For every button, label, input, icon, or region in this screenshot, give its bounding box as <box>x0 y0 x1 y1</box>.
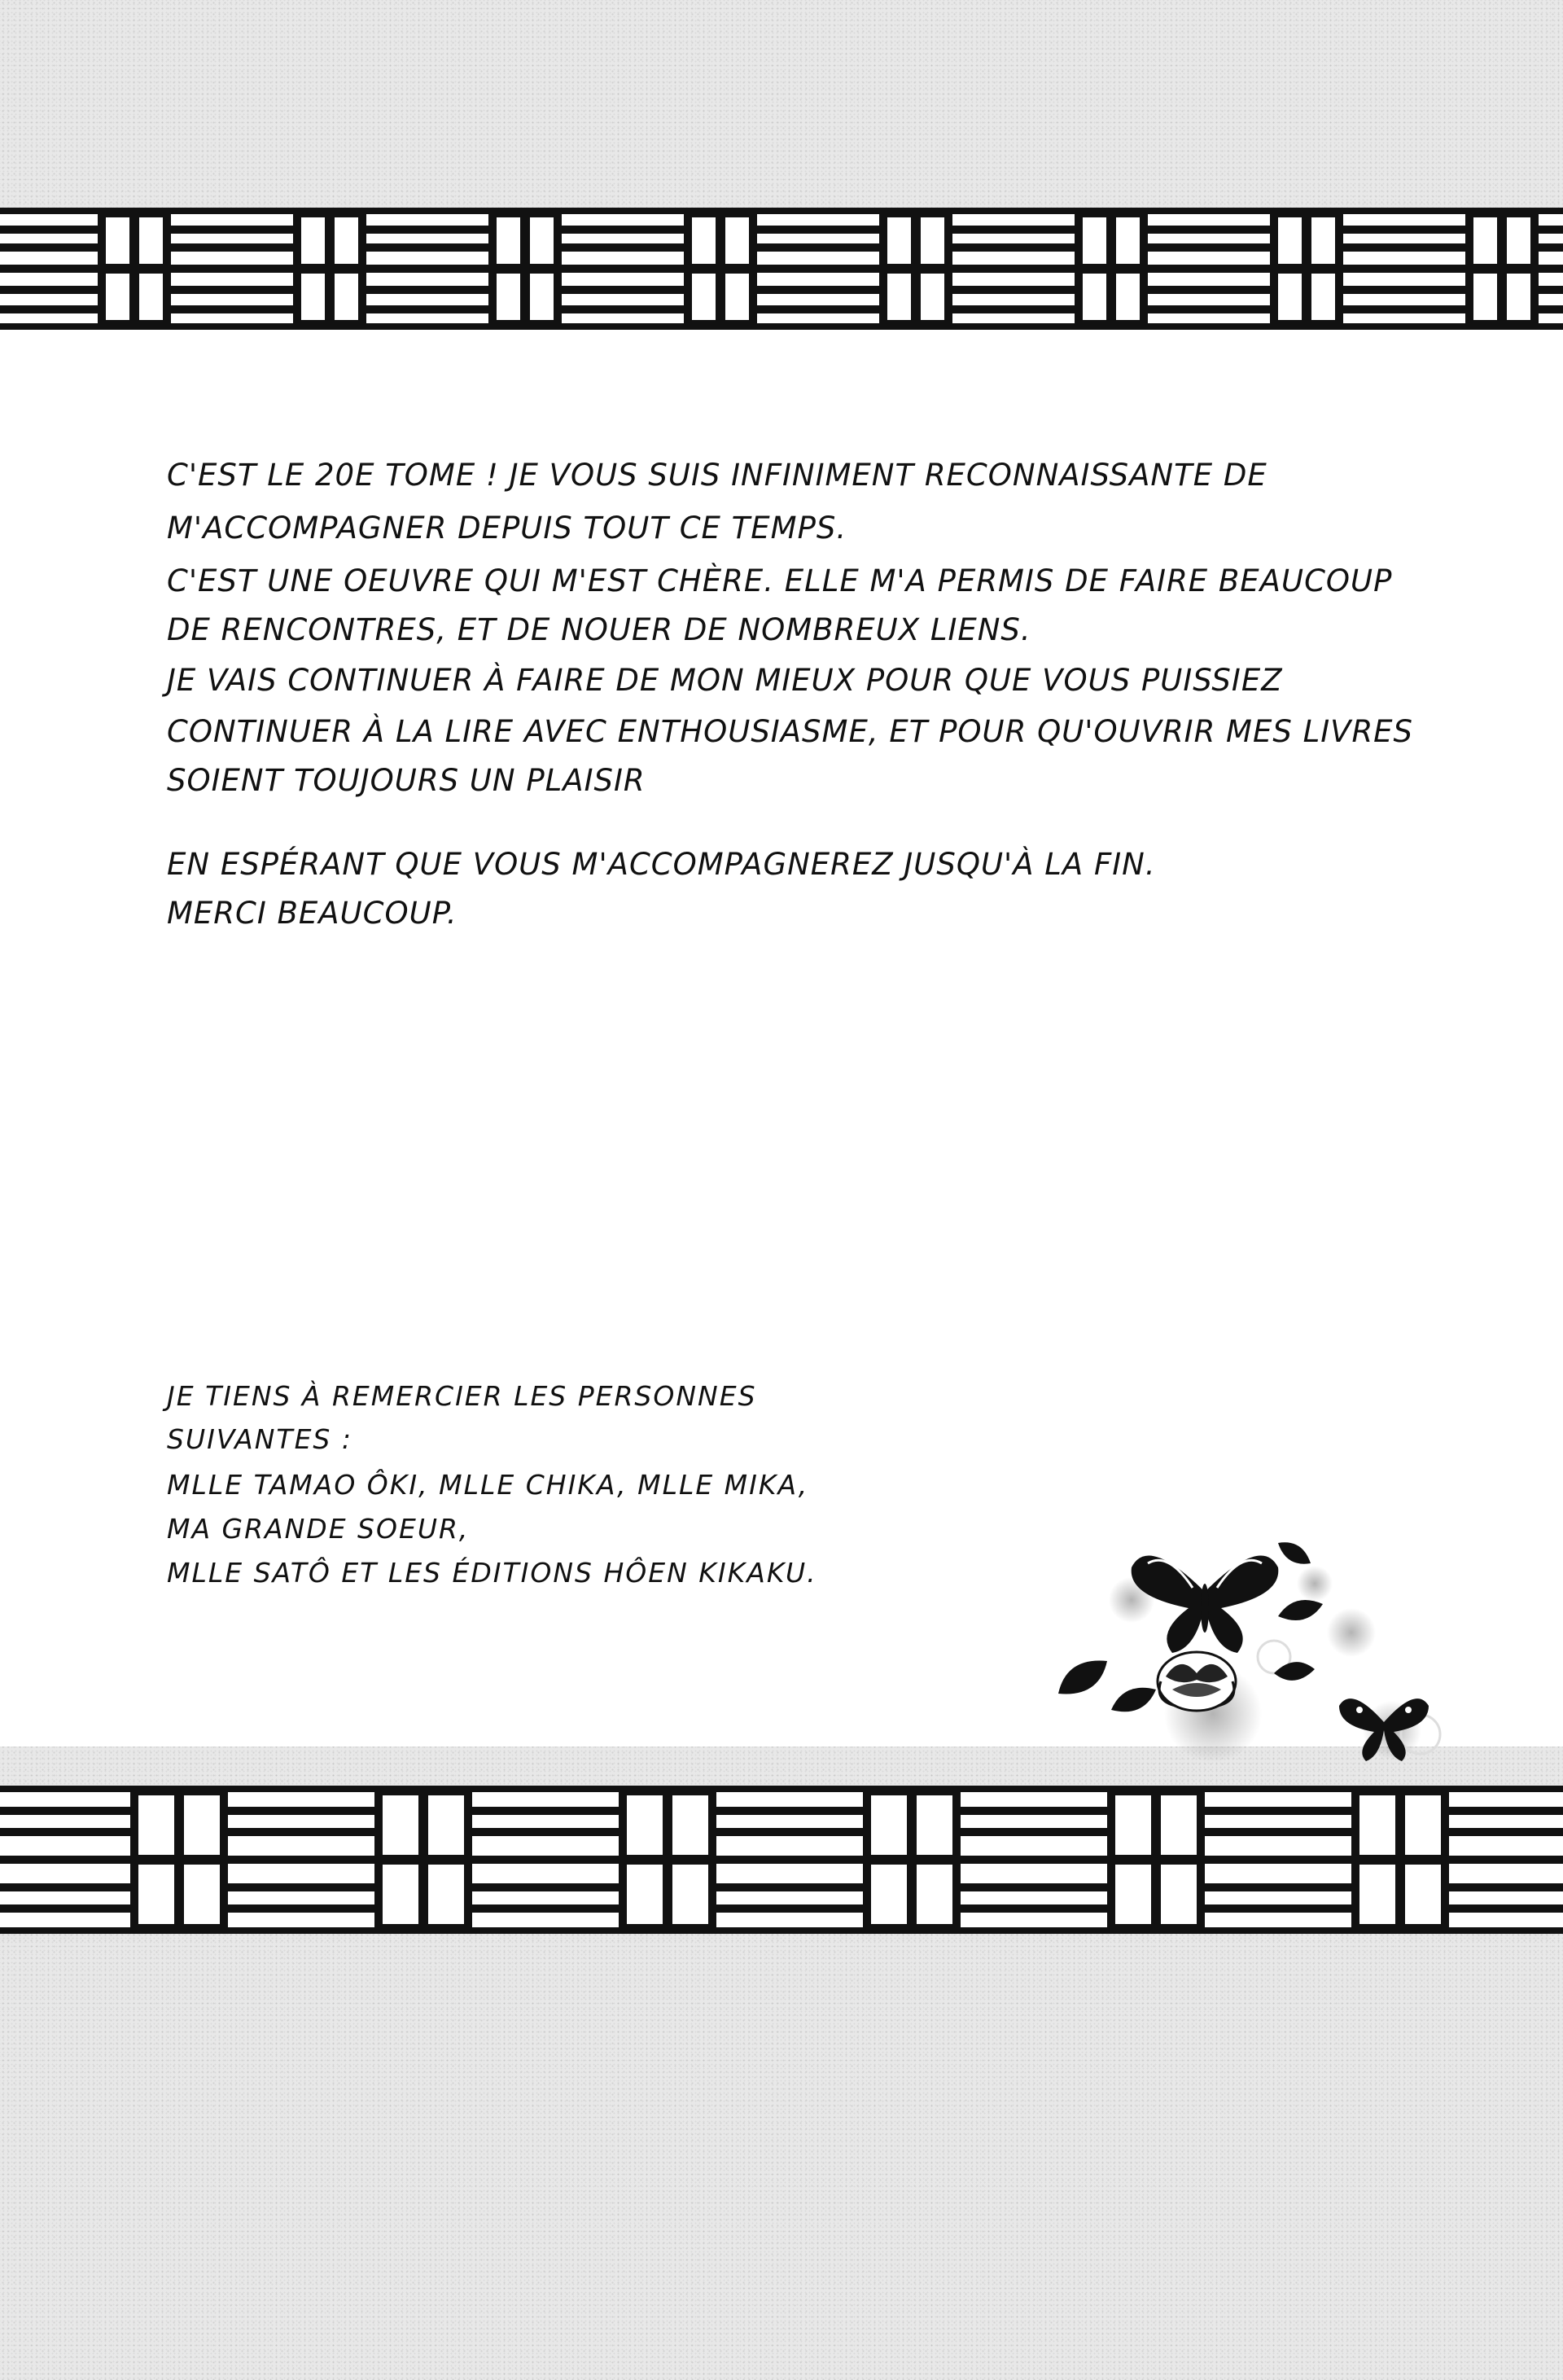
message-line: JE VAIS CONTINUER À FAIRE DE MON MIEUX POUR QUE VOUS PUISSIEZ <box>167 663 1283 698</box>
thanks-line: MA GRANDE SOEUR, <box>167 1513 470 1545</box>
message-line: DE RENCONTRES, ET DE NOUER DE NOMBREUX LIENS. <box>167 612 1031 647</box>
lattice-border-bottom-icon <box>0 1786 1563 1934</box>
message-line: C'EST UNE OEUVRE QUI M'EST CHÈRE. ELLE M'A PERMIS DE FAIRE BEAUCOUP <box>167 563 1393 598</box>
message-line: EN ESPÉRANT QUE VOUS M'ACCOMPAGNEREZ JUSQU'À LA FIN. <box>167 847 1156 882</box>
thanks-line: MLLE SATÔ ET LES ÉDITIONS HÔEN KIKAKU. <box>167 1557 817 1589</box>
peony-flower-icon <box>1158 1652 1236 1711</box>
message-line: MERCI BEAUCOUP. <box>167 896 458 931</box>
message-line: CONTINUER À LA LIRE AVEC ENTHOUSIASME, ET POUR QU'OUVRIR MES LIVRES <box>167 714 1414 749</box>
message-line: C'EST LE 20E TOME ! JE VOUS SUIS INFINIMENT RECONNAISSANTE DE <box>167 458 1267 493</box>
thanks-line: JE TIENS À REMERCIER LES PERSONNES <box>167 1380 757 1412</box>
message-line: SOIENT TOUJOURS UN PLAISIR <box>167 763 646 798</box>
thanks-line: SUIVANTES : <box>167 1423 352 1455</box>
thanks-line: MLLE TAMAO ÔKI, MLLE CHIKA, MLLE MIKA, <box>167 1469 809 1501</box>
lattice-border-top-icon <box>0 208 1563 330</box>
message-line: M'ACCOMPAGNER DEPUIS TOUT CE TEMPS. <box>167 511 847 546</box>
butterfly-flower-illustration <box>1034 1523 1457 1791</box>
